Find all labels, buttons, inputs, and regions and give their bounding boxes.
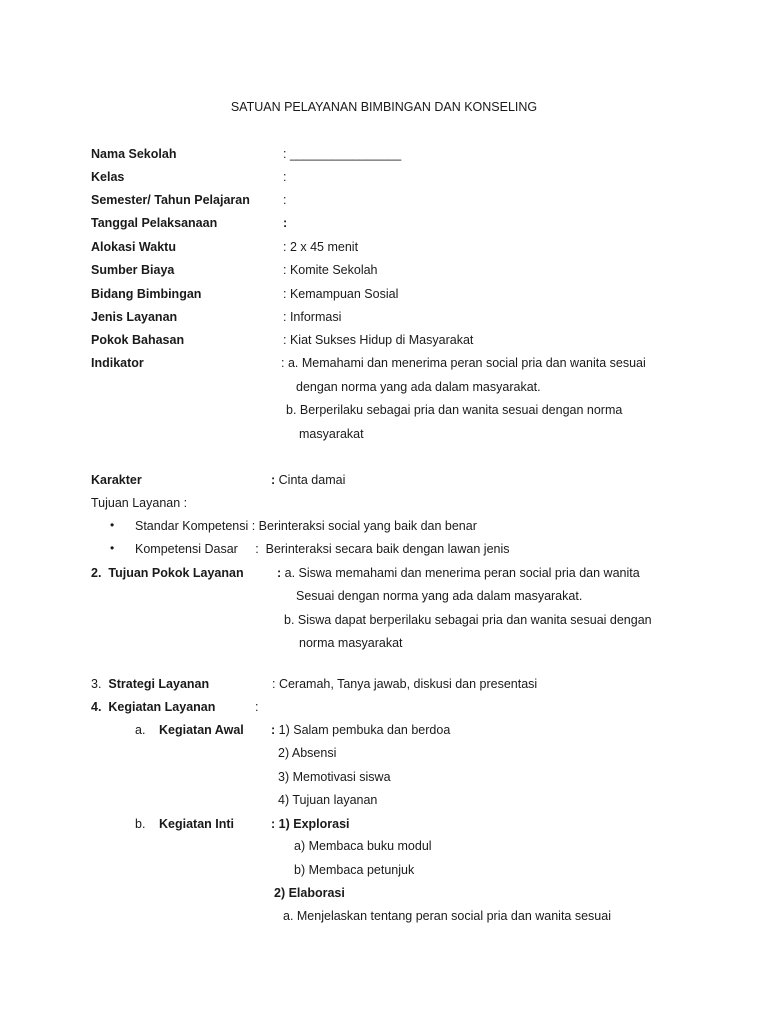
tujuan-pokok-line-4: norma masyarakat: [299, 636, 403, 650]
kegiatan-awal-item-2: 2) Absensi: [278, 746, 337, 760]
kegiatan-sep: :: [255, 700, 259, 714]
kegiatan-awal-letter: a.: [135, 723, 146, 737]
indikator-line-4: masyarakat: [299, 427, 364, 441]
value-pokok-bahasan: : Kiat Sukses Hidup di Masyarakat: [283, 333, 474, 347]
indikator-line-2: dengan norma yang ada dalam masyarakat.: [296, 380, 541, 394]
value-semester: :: [283, 193, 287, 207]
tujuan-bullet-1: Standar Kompetensi : Berinteraksi social yang baik dan benar: [135, 519, 477, 533]
kegiatan-inti-label: Kegiatan Inti: [159, 817, 235, 831]
document-title: SATUAN PELAYANAN BIMBINGAN DAN KONSELING: [230, 100, 538, 114]
label-jenis-layanan: Jenis Layanan: [91, 310, 178, 324]
label-bidang-bimbingan: Bidang Bimbingan: [91, 287, 202, 301]
tujuan-pokok-line-3: b. Siswa dapat berperilaku sebagai pria dan wanita sesuai dengan: [284, 613, 652, 627]
kegiatan-inti-elaborasi: 2) Elaborasi: [274, 886, 345, 900]
label-semester: Semester/ Tahun Pelajaran: [91, 193, 250, 207]
tujuan-pokok-heading: 2. Tujuan Pokok Layanan: [91, 566, 244, 580]
value-nama-sekolah: : ________________: [283, 147, 402, 161]
explorasi-item-1: a) Membaca buku modul: [294, 839, 432, 853]
value-bidang-bimbingan: : Kemampuan Sosial: [283, 287, 399, 301]
value-karakter: : Cinta damai: [271, 473, 346, 487]
label-tanggal: Tanggal Pelaksanaan: [91, 216, 218, 230]
tujuan-pokok-line-2: Sesuai dengan norma yang ada dalam masyarakat.: [296, 589, 583, 603]
label-pokok-bahasan: Pokok Bahasan: [91, 333, 185, 347]
tujuan-bullet-2: Kompetensi Dasar : Berinteraksi secara baik dengan lawan jenis: [135, 542, 510, 556]
kegiatan-awal-item-1: : 1) Salam pembuka dan berdoa: [271, 723, 451, 737]
explorasi-item-2: b) Membaca petunjuk: [294, 863, 415, 877]
elaborasi-item-1: a. Menjelaskan tentang peran social pria dan wanita sesuai: [283, 909, 611, 923]
label-nama-sekolah: Nama Sekolah: [91, 147, 177, 161]
bullet-icon: •: [110, 518, 115, 532]
value-kelas: :: [283, 170, 287, 184]
strategi-value: : Ceramah, Tanya jawab, diskusi dan presentasi: [272, 677, 538, 691]
kegiatan-awal-label: Kegiatan Awal: [159, 723, 244, 737]
kegiatan-inti-letter: b.: [135, 817, 146, 831]
value-sumber-biaya: : Komite Sekolah: [283, 263, 378, 277]
label-sumber-biaya: Sumber Biaya: [91, 263, 175, 277]
label-indikator: Indikator: [91, 356, 144, 370]
bullet-icon: •: [110, 541, 115, 555]
kegiatan-awal-item-3: 3) Memotivasi siswa: [278, 770, 391, 784]
indikator-line-3: b. Berperilaku sebagai pria dan wanita sesuai dengan norma: [286, 403, 623, 417]
label-alokasi-waktu: Alokasi Waktu: [91, 240, 176, 254]
kegiatan-inti-explorasi: : 1) Explorasi: [271, 817, 350, 831]
kegiatan-heading: 4. Kegiatan Layanan: [91, 700, 216, 714]
value-indikator: : a. Memahami dan menerima peran social pria dan wanita sesuai: [281, 356, 646, 370]
value-tanggal: :: [283, 216, 288, 230]
strategi-heading: 3. Strategi Layanan: [91, 677, 210, 691]
label-karakter: Karakter: [91, 473, 142, 487]
value-jenis-layanan: : Informasi: [283, 310, 342, 324]
label-kelas: Kelas: [91, 170, 125, 184]
tujuan-pokok-line-1: : a. Siswa memahami dan menerima peran social pria dan wanita: [277, 566, 640, 580]
kegiatan-awal-item-4: 4) Tujuan layanan: [278, 793, 378, 807]
value-alokasi-waktu: : 2 x 45 menit: [283, 240, 359, 254]
tujuan-layanan-heading: Tujuan Layanan :: [91, 496, 188, 510]
